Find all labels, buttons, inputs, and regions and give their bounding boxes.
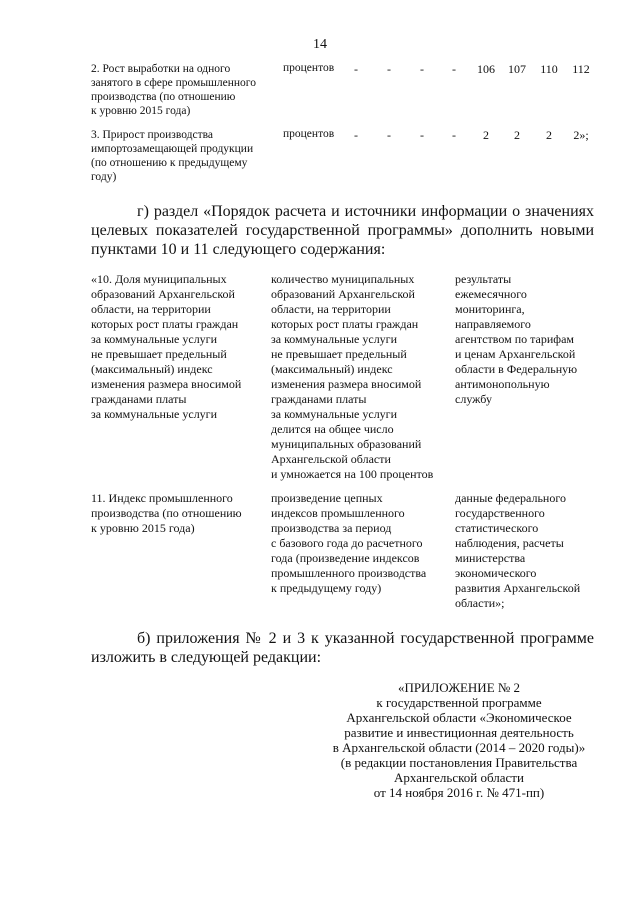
indicator-value: 2	[483, 128, 489, 142]
indicator-value: 2	[514, 128, 520, 142]
method-calculation: произведение цепных индексов промышленного производства за период с базового года до расчетного года (произведение индексов промышленного производства к предыдущему году)	[271, 491, 427, 595]
paragraph-b: б) приложения № 2 и 3 к указанной государственной программе изложить в следующей редакции:	[91, 630, 594, 666]
indicator-value: 2	[546, 128, 552, 142]
indicator-value: -	[420, 128, 424, 142]
method-indicator-name: 11. Индекс промышленного производства (по отношению к уровню 2015 года)	[91, 491, 242, 535]
indicator-unit: процентов	[283, 62, 335, 74]
indicator-value: -	[354, 62, 358, 76]
indicator-value: -	[452, 62, 456, 76]
indicator-value: 107	[508, 62, 526, 76]
indicator-name: 3. Прирост производства импортозамещающей продукции (по отношению к предыдущему году)	[91, 129, 254, 183]
method-calculation: количество муниципальных образований Архангельской области, на территории которых рост платы граждан за коммунальные услуги не превышает предельный (максимальный) индекс изменения размера вносимой гражданами платы за коммунальные услуги делится на общее число муниципальных образований Архангельской области и умножается на 100 процентов	[271, 272, 434, 481]
indicator-value: -	[387, 62, 391, 76]
paragraph-g: г) раздел «Порядок расчета и источники информации о значениях целевых показателей государственной программы» дополнить новыми пунктами 10 и 11 следующего содержания:	[91, 203, 594, 258]
method-source: результаты ежемесячного мониторинга, направляемого агентством по тарифам и ценам Архангельской области в Федеральную антимонопольную службу	[455, 272, 578, 406]
method-source: данные федерального государственного статистического наблюдения, расчеты министерства экономического развития Архангельской области»;	[455, 491, 581, 610]
indicator-value: 110	[540, 62, 558, 76]
indicator-value: -	[420, 62, 424, 76]
indicator-unit: процентов	[283, 128, 335, 140]
indicator-value: 112	[572, 62, 590, 76]
indicator-value: -	[452, 128, 456, 142]
indicator-value: -	[354, 128, 358, 142]
page-number: 14	[313, 37, 327, 52]
indicator-value: -	[387, 128, 391, 142]
indicator-value: 2»;	[573, 128, 589, 142]
indicator-value: 106	[477, 62, 495, 76]
indicator-name: 2. Рост выработки на одного занятого в сфере промышленного производства (по отношению к уровню 2015 года)	[91, 63, 256, 117]
appendix-header: «ПРИЛОЖЕНИЕ № 2 к государственной программе Архангельской области «Экономическое развитие и инвестиционная деятельность в Архангельской области (2014 – 2020 годы)» (в редакции постановления Правительства Архангельской области от 14 ноября 2016 г. № 471-пп)	[332, 680, 586, 800]
method-indicator-name: «10. Доля муниципальных образований Архангельской области, на территории которых рост платы граждан за коммунальные услуги не превышает предельный (максимальный) индекс изменения размера вносимой гражданами платы за коммунальные услуги	[91, 272, 242, 421]
